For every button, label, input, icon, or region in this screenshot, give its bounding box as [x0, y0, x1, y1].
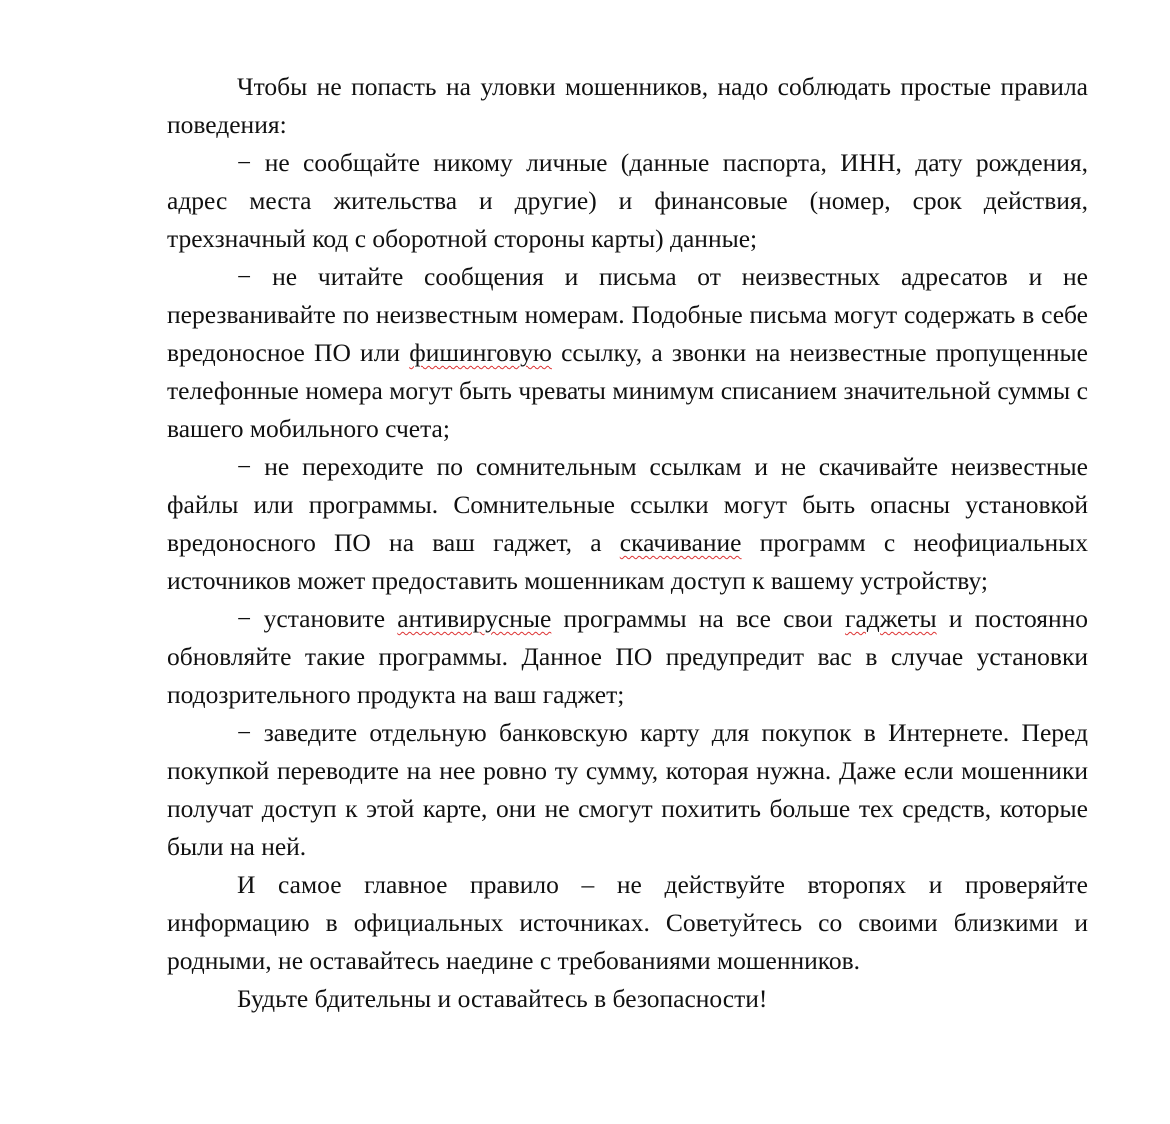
text-segment: И самое главное правило – не действуйте второпях и проверяйте информацию в официальных источниках. Советуйтесь со своими близкими и родными, не оставайтесь наедине с требованиями мошенников.	[167, 870, 1088, 975]
text-segment: Чтобы не попасть на уловки мошенников, надо соблюдать простые правила поведения:	[167, 72, 1088, 139]
text-segment: − не сообщайте никому личные (данные паспорта, ИНН, дату рождения, адрес места жительства и другие) и финансовые (номер, срок действия, трехзначный код с оборотной стороны карты) данные;	[167, 148, 1088, 253]
paragraph-main-rule	[167, 866, 1088, 980]
paragraph-rule-antivirus	[167, 600, 1088, 714]
text-segment: − установите	[237, 604, 398, 633]
paragraph-rule-personal-data	[167, 144, 1088, 258]
document-page	[167, 68, 1088, 1018]
paragraph-rule-suspicious-links	[167, 448, 1088, 600]
spellcheck-word[interactable]: антивирусные	[397, 604, 552, 633]
paragraph-rule-unknown-messages	[167, 258, 1088, 448]
text-segment: программ с неофициальных источников может предоставить мошенникам доступ к вашему устройству;	[167, 528, 1088, 595]
spellcheck-word[interactable]: фишинговую	[409, 338, 552, 367]
text-segment: программы на все свои	[551, 604, 846, 633]
text-segment: Будьте бдительны и оставайтесь в безопасности!	[237, 984, 768, 1013]
spellcheck-word[interactable]: гаджеты	[845, 604, 937, 633]
paragraph-closing	[167, 980, 1088, 1018]
paragraph-rule-separate-card	[167, 714, 1088, 866]
text-segment: − заведите отдельную банковскую карту для покупок в Интернете. Перед покупкой переводите на нее ровно ту сумму, которая нужна. Даже если мошенники получат доступ к этой карте, они не смогут похитить больше тех средств, которые были на ней.	[167, 718, 1088, 861]
text-segment: и постоянно обновляйте такие программы. Данное ПО предупредит вас в случае установки подозрительного продукта на ваш гаджет;	[167, 604, 1088, 709]
text-segment: ссылку, а звонки на неизвестные пропущенные телефонные номера могут быть чреваты минимум списанием значительной суммы с вашего мобильного счета;	[167, 338, 1088, 443]
text-segment: − не читайте сообщения и письма от неизвестных адресатов и не перезванивайте по неизвестным номерам. Подобные письма могут содержать в себе вредоносное ПО или	[167, 262, 1088, 367]
text-segment: − не переходите по сомнительным ссылкам и не скачивайте неизвестные файлы или программы. Сомнительные ссылки могут быть опасны установкой вредоносного ПО на ваш гаджет, а	[167, 452, 1088, 557]
spellcheck-word[interactable]: скачивание	[619, 528, 742, 557]
paragraph-intro	[167, 68, 1088, 144]
